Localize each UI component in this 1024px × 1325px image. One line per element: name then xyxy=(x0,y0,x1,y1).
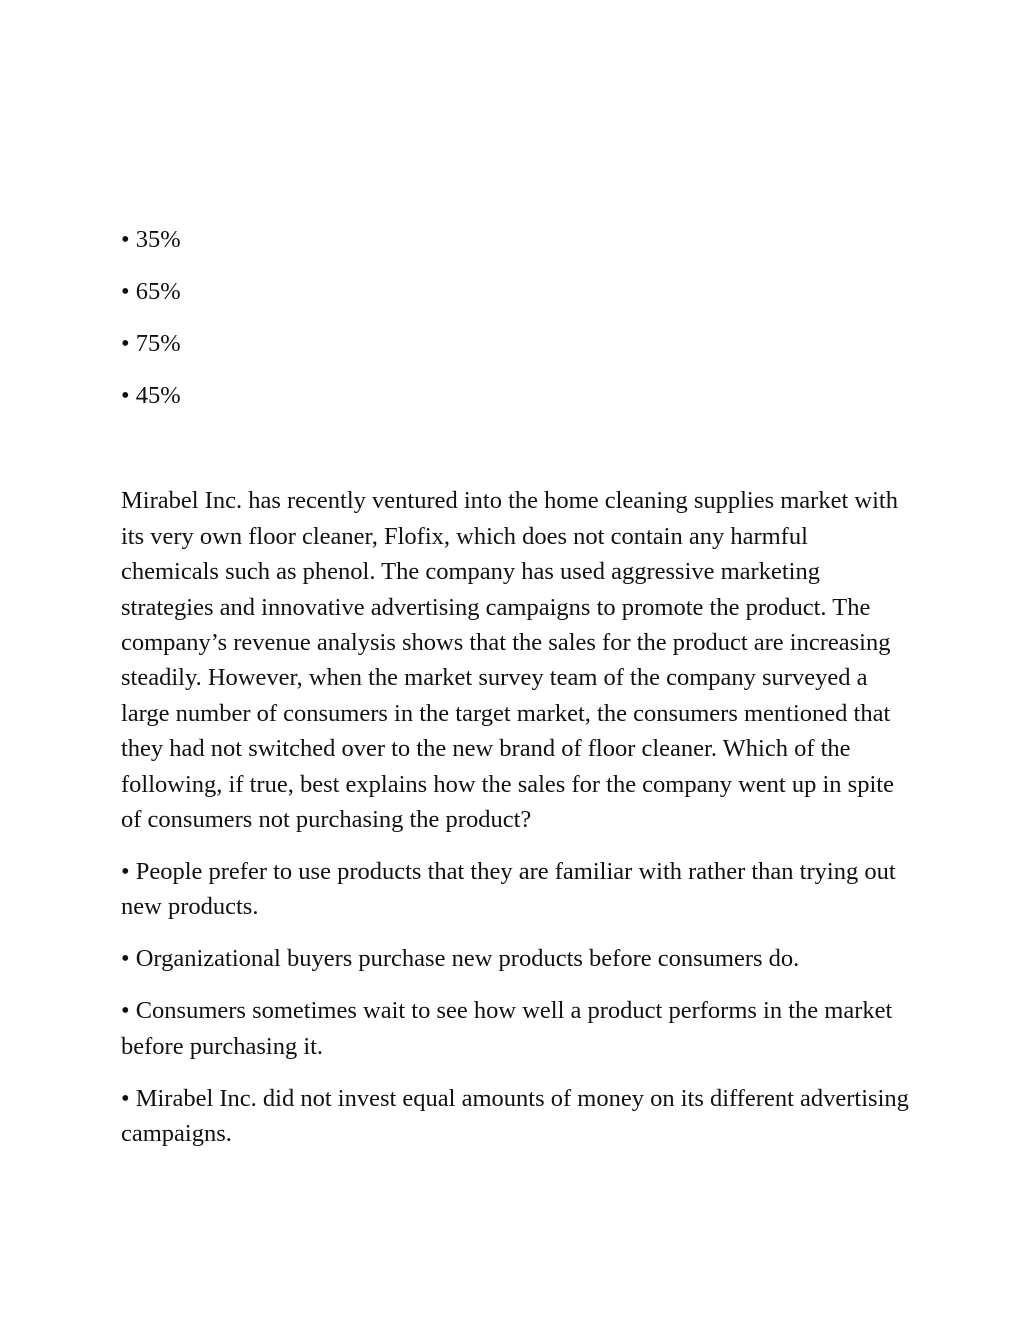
question-text: Mirabel Inc. has recently ventured into the home cleaning supplies market with its very own floor cleaner, Flofix, which does not contain any harmful chemicals such as phenol. The company has used aggressive marketing strategies and innovative advertising campaigns to promote the product. The company’s revenue analysis shows that the sales for the product are increasing steadily. However, when the market survey team of the company surveyed a large number of consumers in the target market, the consumers mentioned that they had not switched over to the new brand of floor cleaner. Which of the following, if true, best explains how the sales for the company went up in spite of consumers not purchasing the product? xyxy=(121,487,898,834)
option-75-percent: • 75% xyxy=(121,330,181,357)
page-content xyxy=(121,222,911,1168)
option-organizational-buyers: • Organizational buyers purchase new products before consumers do. xyxy=(121,945,800,973)
option-familiar-products: • People prefer to use products that they are familiar with rather than trying out new products. xyxy=(121,858,896,921)
question-options xyxy=(121,854,911,1152)
option-35-percent: • 35% xyxy=(121,226,181,253)
option-45-percent: • 45% xyxy=(121,382,181,409)
previous-question-options xyxy=(121,222,911,413)
option-consumers-wait: • Consumers sometimes wait to see how well a product performs in the market before purchasing it. xyxy=(121,997,893,1060)
option-advertising-investment: • Mirabel Inc. did not invest equal amounts of money on its different advertising campaigns. xyxy=(121,1084,909,1148)
option-65-percent: • 65% xyxy=(121,278,181,305)
